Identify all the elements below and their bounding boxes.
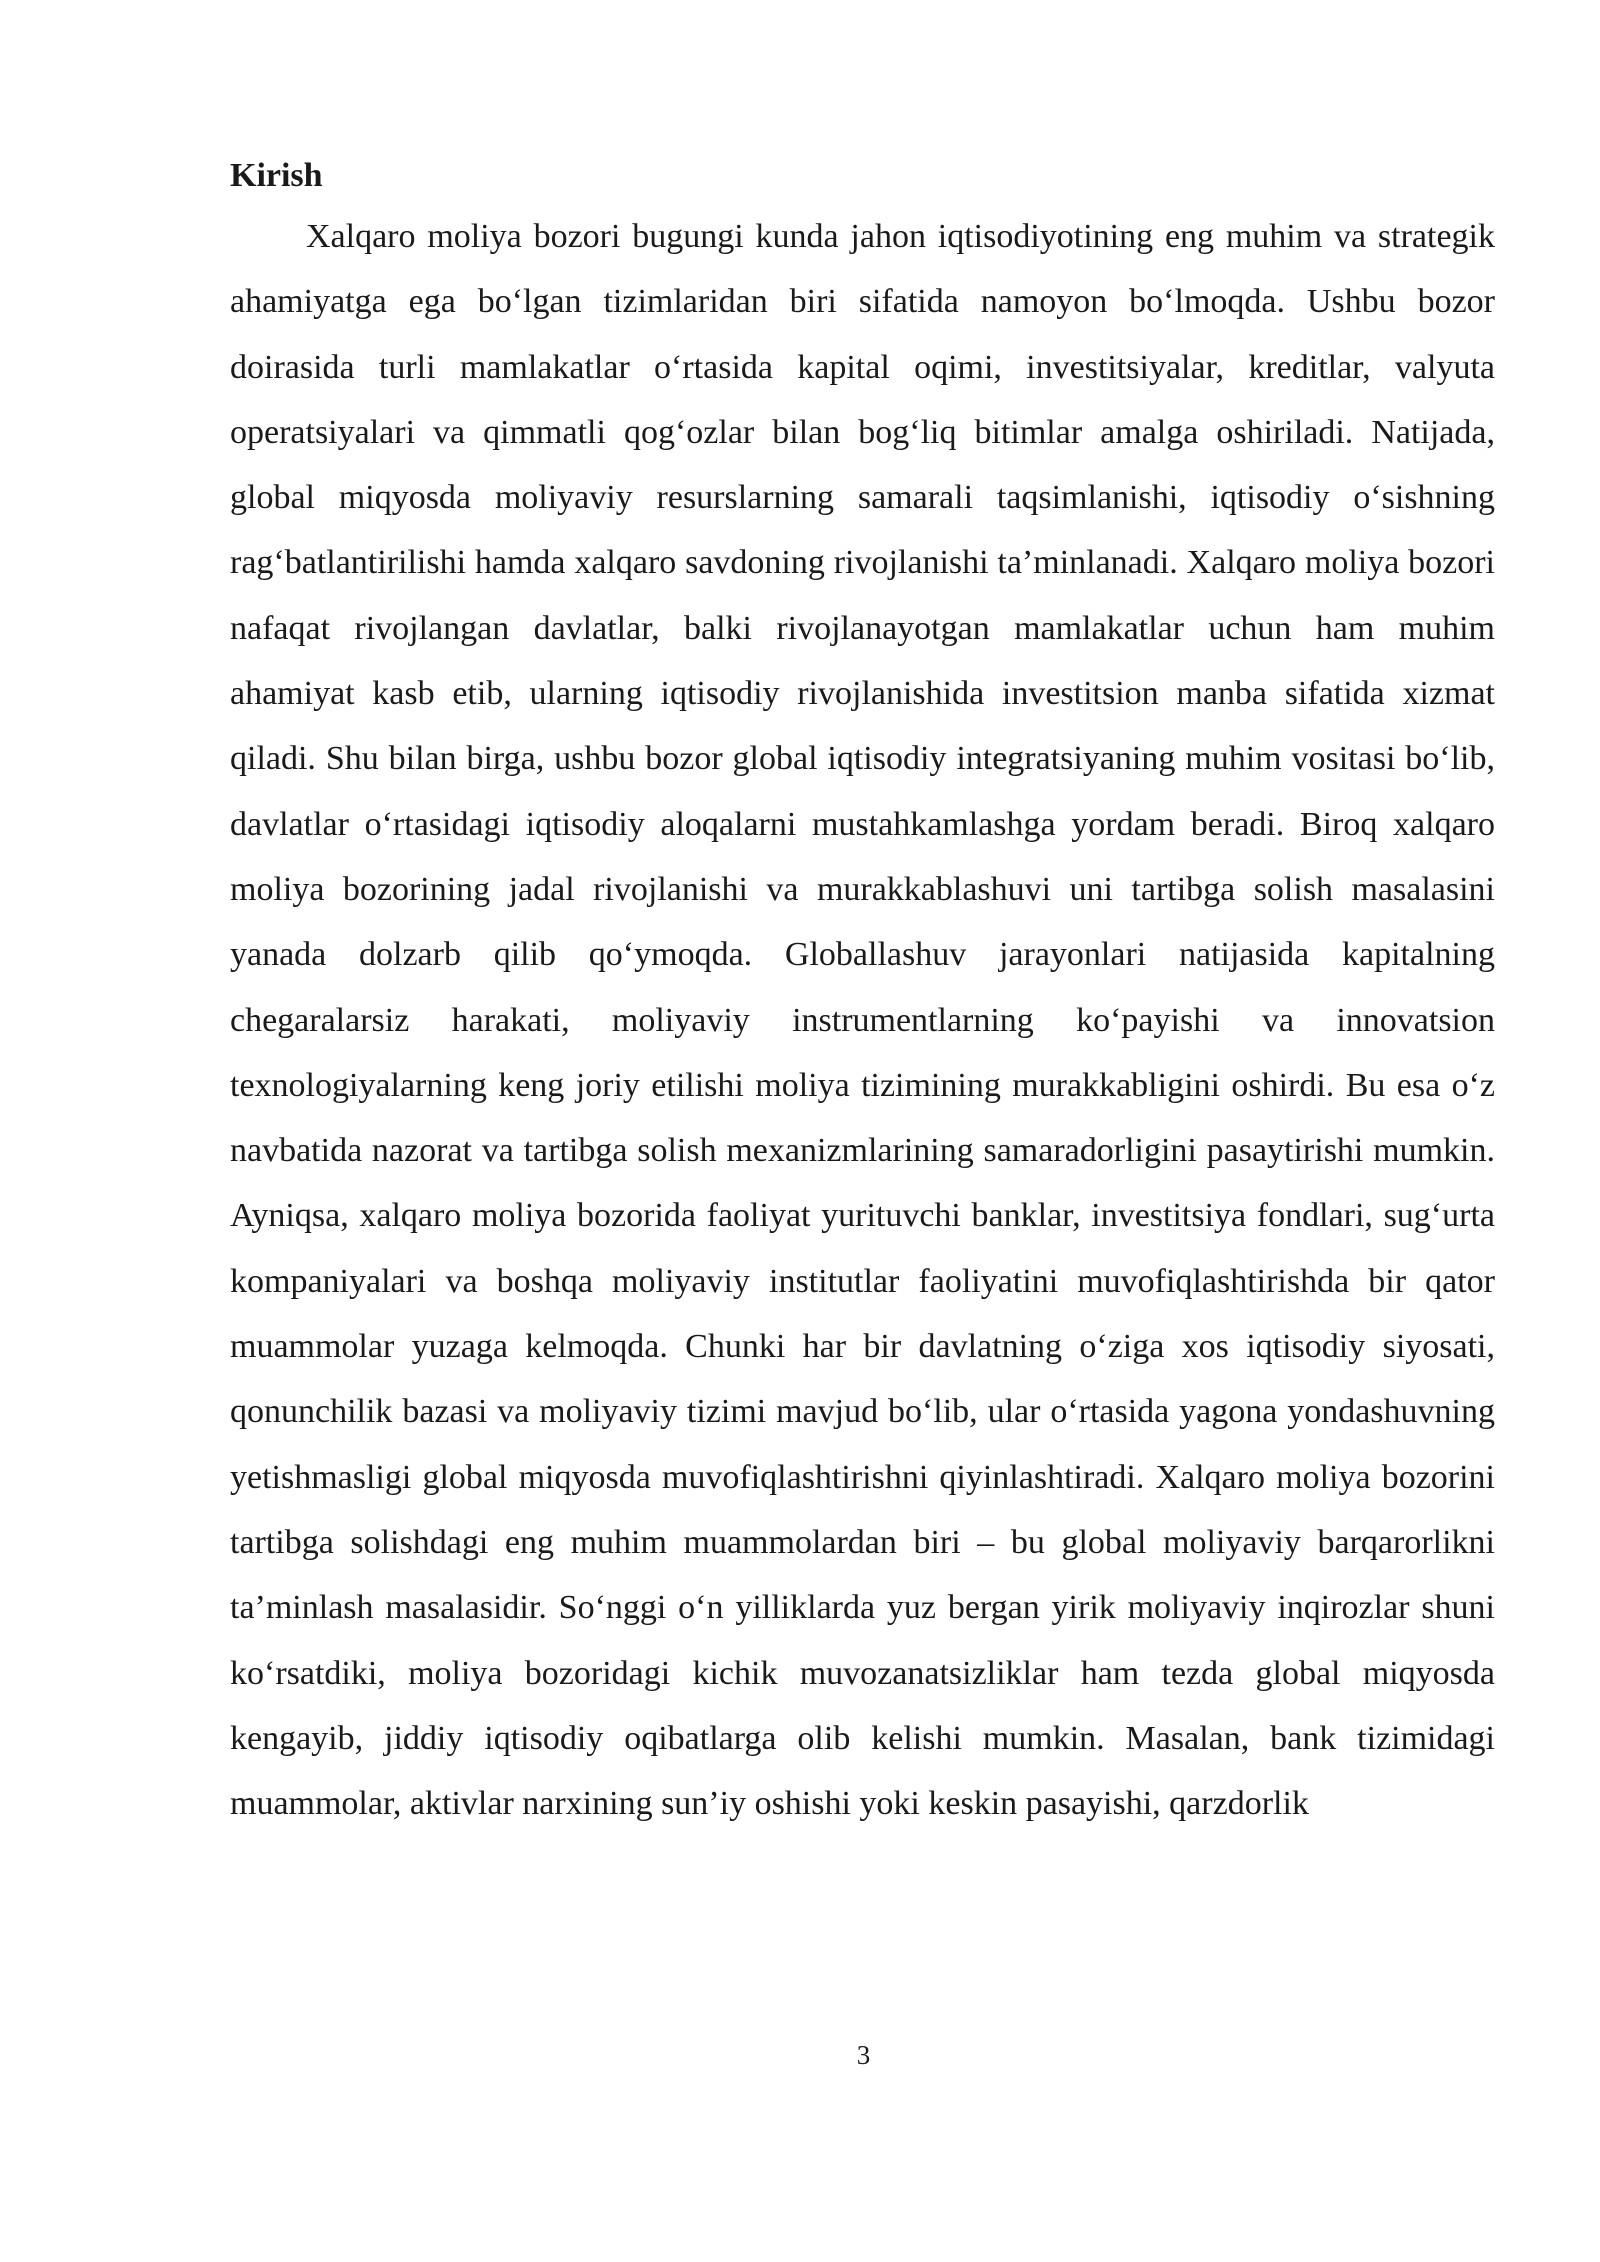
page-number: 3 bbox=[856, 2040, 871, 2070]
body-paragraph: Xalqaro moliya bozori bugungi kunda jahon iqtisodiyotining eng muhim va strategik ahamiyatga ega bo‘lgan tizimlaridan biri sifatida namoyon bo‘lmoqda. Ushbu bozor doirasida turli mamlakatlar o‘rtasida kapital oqimi, investitsiyalar, kreditlar, valyuta operatsiyalari va qimmatli qog‘ozlar bilan bog‘liq bitimlar amalga oshiriladi. Natijada, global miqyosda moliyaviy resurslarning samarali taqsimlanishi, iqtisodiy o‘sishning rag‘batlantirilishi hamda xalqaro savdoning rivojlanishi ta’minlanadi. Xalqaro moliya bozori nafaqat rivojlangan davlatlar, balki rivojlanayotgan mamlakatlar uchun ham muhim ahamiyat kasb etib, ularning iqtisodiy rivojlanishida investitsion manba sifatida xizmat qiladi. Shu bilan birga, ushbu bozor global iqtisodiy integratsiyaning muhim vositasi bo‘lib, davlatlar o‘rtasidagi iqtisodiy aloqalarni mustahkamlashga yordam beradi. Biroq xalqaro moliya bozorining jadal rivojlanishi va murakkablashuvi uni tartibga solish masalasini yanada dolzarb qilib qo‘ymoqda. Globallashuv jarayonlari natijasida kapitalning chegaralarsiz harakati, moliyaviy instrumentlarning ko‘payishi va innovatsion texnologiyalarning keng joriy etilishi moliya tizimining murakkabligini oshirdi. Bu esa o‘z navbatida nazorat va tartibga solish mexanizmlarining samaradorligini pasaytirishi mumkin. Ayniqsa, xalqaro moliya bozorida faoliyat yurituvchi banklar, investitsiya fondlari, sug‘urta kompaniyalari va boshqa moliyaviy institutlar faoliyatini muvofiqlashtirishda bir qator muammolar yuzaga kelmoqda. Chunki har bir davlatning o‘ziga xos iqtisodiy siyosati, qonunchilik bazasi va moliyaviy tizimi mavjud bo‘lib, ular o‘rtasida yagona yondashuvning yetishmasligi global miqyosda muvofiqlashtirishni qiyinlashtiradi. Xalqaro moliya bozorini tartibga solishdagi eng muhim muammolardan biri – bu global moliyaviy barqarorlikni ta’minlash masalasidir. So‘nggi o‘n yilliklarda yuz bergan yirik moliyaviy inqirozlar shuni ko‘rsatdiki, moliya bozoridagi kichik muvozanatsizliklar ham tezda global miqyosda kengayib, jiddiy iqtisodiy oqibatlarga olib kelishi mumkin. Masalan, bank tizimidagi muammolar, aktivlar narxining sun’iy oshishi yoki keskin pasayishi, qarzdorlik bbox=[230, 218, 1495, 1823]
page-content bbox=[230, 148, 1495, 1836]
section-heading: Kirish bbox=[230, 157, 323, 194]
